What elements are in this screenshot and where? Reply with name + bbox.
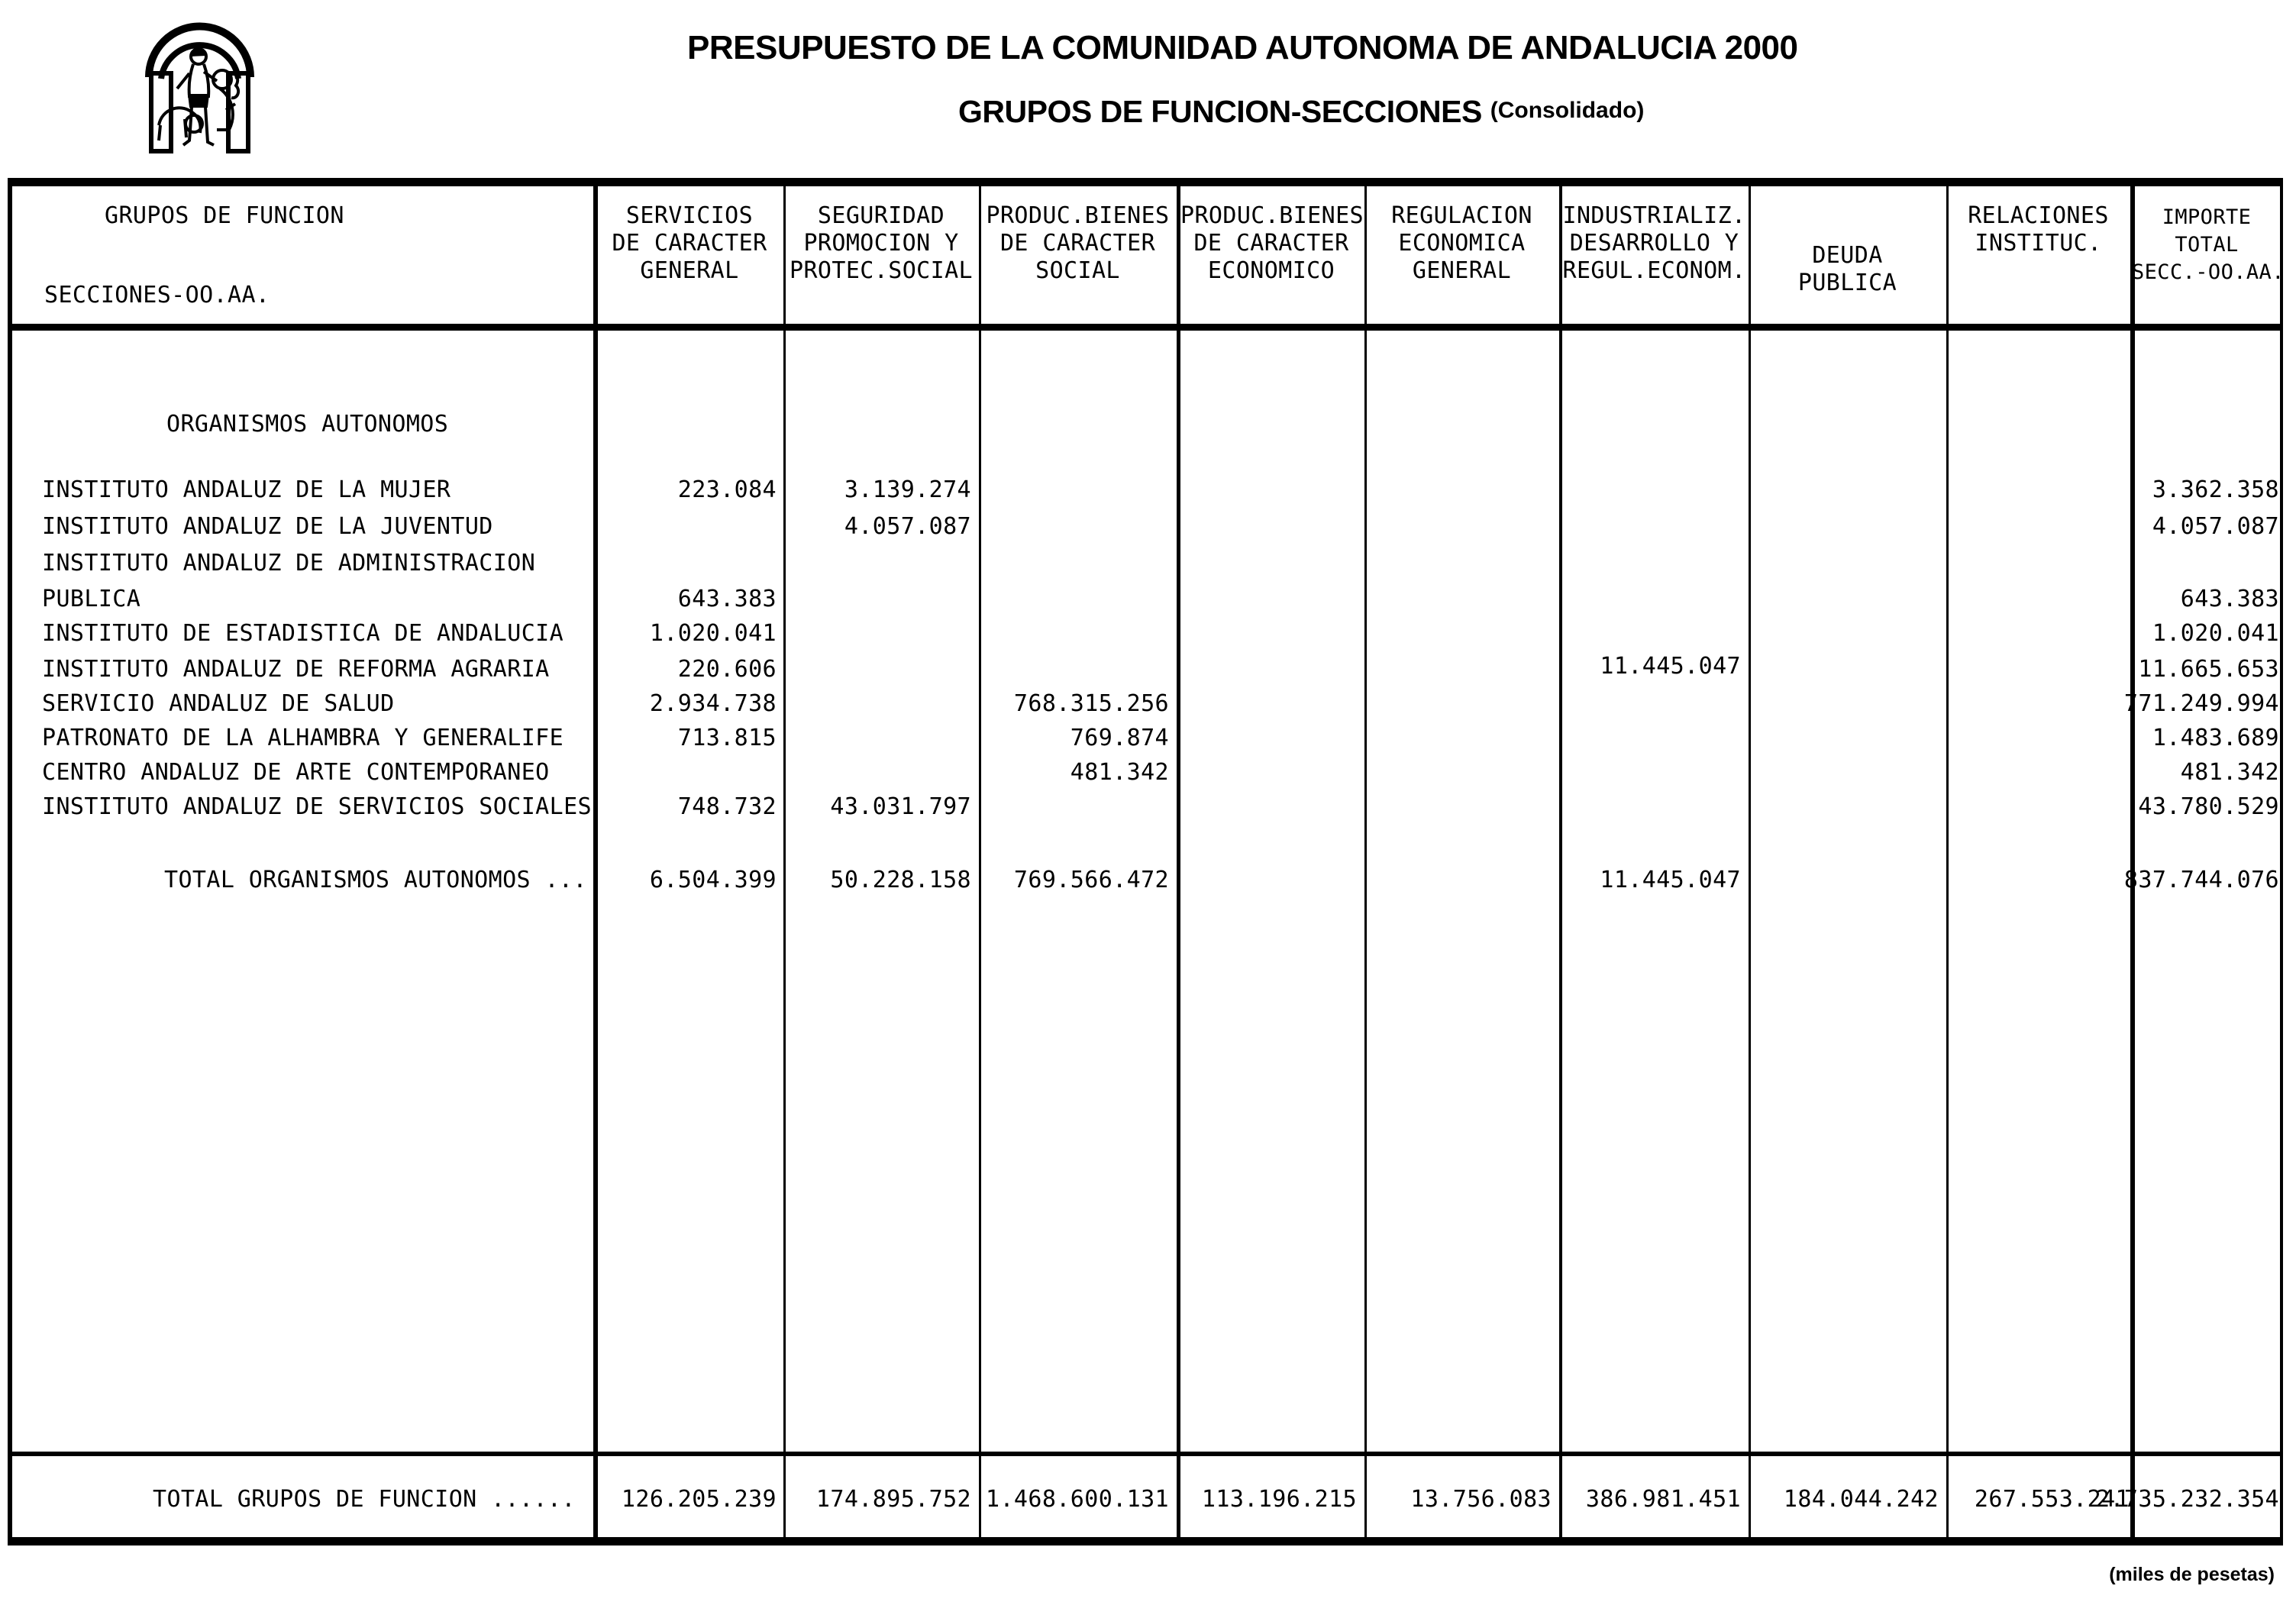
col-divider [1364, 178, 1367, 1545]
col-header-produc-bienes-social: PRODUC.BIENES DE CARACTER SOCIAL [986, 202, 1170, 284]
units-footnote: (miles de pesetas) [2109, 1564, 2275, 1585]
cell-value: 1.020.041 [2152, 620, 2279, 647]
corner-header-secciones: SECCIONES-OO.AA. [44, 282, 270, 308]
document-subtitle-text: GRUPOS DE FUNCION-SECCIONES [958, 94, 1482, 129]
cell-value: 11.445.047 [1600, 867, 1741, 893]
cell-value: 4.057.087 [844, 513, 971, 540]
cell-value: 126.205.239 [621, 1486, 777, 1513]
col-header-relaciones: RELACIONES INSTITUC. [1968, 202, 2109, 257]
cell-value: 13.756.083 [1410, 1486, 1552, 1513]
cell-value: 3.139.274 [844, 476, 971, 503]
row-label: PUBLICA [42, 586, 141, 612]
cell-value: 4.057.087 [2152, 513, 2279, 540]
cell-value: 50.228.158 [830, 867, 971, 893]
col-divider [1749, 178, 1751, 1545]
col-header-deuda: DEUDA PUBLICA [1797, 242, 1897, 296]
cell-value: 1.020.041 [649, 620, 777, 647]
cell-value: 837.744.076 [2123, 867, 2279, 893]
row-label: CENTRO ANDALUZ DE ARTE CONTEMPORANEO [42, 759, 550, 786]
col-divider [979, 178, 981, 1545]
cell-value: 3.362.358 [2152, 476, 2279, 503]
table-right-border [2280, 178, 2283, 1545]
cell-value: 184.044.242 [1783, 1486, 1939, 1513]
cell-value: 113.196.215 [1201, 1486, 1357, 1513]
col-divider [1559, 178, 1562, 1545]
cell-value: 386.981.451 [1585, 1486, 1741, 1513]
cell-value: 223.084 [677, 476, 777, 503]
cell-value: 43.031.797 [830, 793, 971, 820]
row-label: SERVICIO ANDALUZ DE SALUD [42, 690, 395, 717]
table-totals-rule [8, 1452, 2283, 1456]
col-header-regulacion: REGULACION ECONOMICA GENERAL [1391, 202, 1532, 284]
cell-value: 43.780.529 [2138, 793, 2279, 820]
document-subtitle-note: (Consolidado) [1490, 98, 1645, 123]
junta-de-andalucia-logo-icon [144, 3, 257, 156]
cell-value: 713.815 [677, 725, 777, 751]
cell-value: 1.468.600.131 [986, 1486, 1169, 1513]
row-label: INSTITUTO ANDALUZ DE LA JUVENTUD [42, 513, 493, 540]
col-divider [1177, 178, 1180, 1545]
col-header-industrializ: INDUSTRIALIZ. DESARROLLO Y REGUL.ECONOM. [1562, 202, 1746, 284]
section-heading: ORGANISMOS AUTONOMOS [166, 411, 449, 438]
document-subtitle [958, 94, 1644, 130]
table-top-border [8, 178, 2283, 186]
table-left-border [8, 178, 12, 1545]
table-header-rule [8, 324, 2283, 331]
cell-value: 2.934.738 [649, 690, 777, 717]
cell-value: 174.895.752 [815, 1486, 971, 1513]
document-title: PRESUPUESTO DE LA COMUNIDAD AUTONOMA DE ANDALUCIA 2000 [687, 29, 1798, 66]
col-header-importe: IMPORTE TOTAL SECC.-OO.AA. [2132, 205, 2285, 284]
row-label: TOTAL GRUPOS DE FUNCION ...... [153, 1486, 576, 1513]
cell-value: 2.735.232.354 [2096, 1486, 2279, 1513]
cell-value: 771.249.994 [2123, 690, 2279, 717]
col-divider [1946, 178, 1949, 1545]
cell-value: 643.383 [2180, 586, 2279, 612]
cell-value: 11.665.653 [2138, 656, 2279, 683]
row-label: INSTITUTO ANDALUZ DE ADMINISTRACION [42, 550, 536, 577]
row-label: PATRONATO DE LA ALHAMBRA Y GENERALIFE [42, 725, 564, 751]
cell-value: 220.606 [677, 656, 777, 683]
corner-header-grupos: GRUPOS DE FUNCION [105, 202, 344, 229]
col-divider [593, 178, 598, 1545]
cell-value: 1.483.689 [2152, 725, 2279, 751]
table-bottom-border [8, 1537, 2283, 1545]
cell-value: 11.445.047 [1600, 653, 1741, 680]
col-header-produc-bienes-economico: PRODUC.BIENES DE CARACTER ECONOMICO [1180, 202, 1364, 284]
col-divider [2130, 178, 2135, 1545]
row-label: INSTITUTO ANDALUZ DE REFORMA AGRARIA [42, 656, 550, 683]
cell-value: 769.874 [1070, 725, 1169, 751]
cell-value: 643.383 [677, 586, 777, 612]
row-label: INSTITUTO ANDALUZ DE SERVICIOS SOCIALES [42, 793, 592, 820]
row-label: TOTAL ORGANISMOS AUTONOMOS ... [164, 867, 587, 893]
row-label: INSTITUTO DE ESTADISTICA DE ANDALUCIA [42, 620, 564, 647]
col-header-servicios: SERVICIOS DE CARACTER GENERAL [612, 202, 767, 284]
cell-value: 769.566.472 [1013, 867, 1169, 893]
cell-value: 267.553.241 [1974, 1486, 2130, 1513]
col-divider [783, 178, 786, 1545]
cell-value: 6.504.399 [649, 867, 777, 893]
cell-value: 481.342 [2180, 759, 2279, 786]
cell-value: 481.342 [1070, 759, 1169, 786]
row-label: INSTITUTO ANDALUZ DE LA MUJER [42, 476, 451, 503]
cell-value: 748.732 [677, 793, 777, 820]
col-header-seguridad: SEGURIDAD PROMOCION Y PROTEC.SOCIAL [790, 202, 973, 284]
cell-value: 768.315.256 [1013, 690, 1169, 717]
